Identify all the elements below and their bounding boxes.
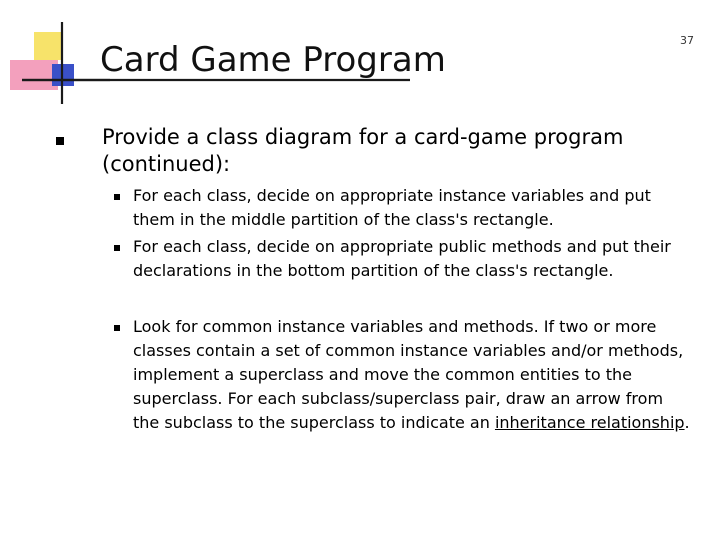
slide-number: 37 xyxy=(680,34,694,47)
sub-bullet-3-text-end: . xyxy=(684,413,690,432)
sub-bullet-3-text xyxy=(133,315,693,435)
sub-bullet-1-text: For each class, decide on appropriate instance variables and put them in the middle partition of the class's rectangle. xyxy=(133,186,651,229)
sub-bullet-3-text-start: Look for common instance variables and methods. If two or more classes contain a set of common instance variables and/or methods, implement a superclass and move the common entities to the superclass. For each subclass/superclass pair, draw an arrow from the subclass to the superclass to indicate an xyxy=(133,317,684,432)
bullet-square-icon xyxy=(114,325,120,331)
sub-bullet-2-text: For each class, decide on appropriate public methods and put their declarations in the bottom partition of the class's rectangle. xyxy=(133,237,671,280)
inheritance-relationship-link: inheritance relationship xyxy=(494,413,685,432)
bullet-square-icon xyxy=(114,245,120,251)
slide-title: Card Game Program xyxy=(100,40,446,80)
main-bullet-text: Provide a class diagram for a card-game program (continued): xyxy=(102,125,624,176)
bullet-square-icon xyxy=(114,194,120,200)
bullet-square-icon xyxy=(56,137,64,145)
